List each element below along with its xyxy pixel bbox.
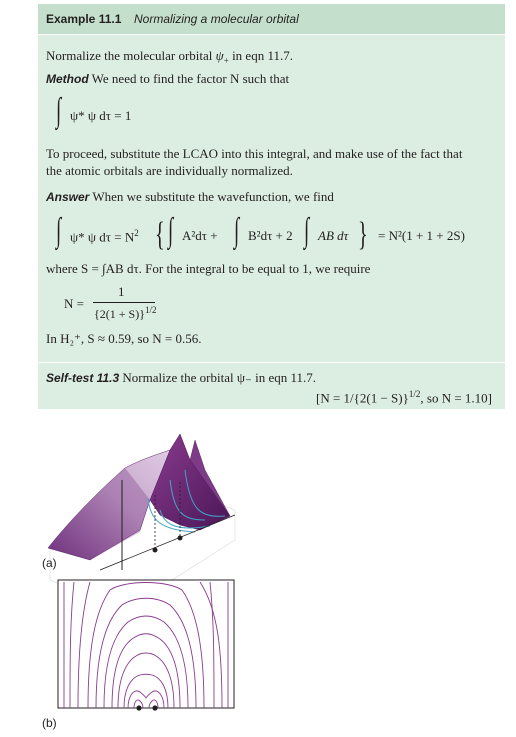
selftest-answer: [$N = 1/\{2(1 - S)\}^{1/2}$, so N = 1.10] — [316, 389, 492, 406]
paragraph-line-1: To proceed, substitute the LCAO into this integral, and make use of the fact that — [46, 146, 463, 161]
answer-line — [46, 188, 334, 206]
label-a: (a) — [42, 556, 57, 570]
left-brace: { — [155, 216, 165, 253]
paragraph-line-2: the atomic orbitals are individually normalized. — [46, 163, 293, 178]
eq3-numerator: 1 — [118, 284, 125, 299]
method-label: Method — [46, 72, 89, 86]
eq2-term-b: B²dτ + 2 — [248, 228, 293, 243]
eq2-rhs: = N²(1 + 1 + 2S) — [378, 228, 465, 243]
eq3-lhs: N = — [64, 296, 84, 311]
eq1-body: ψ* ψ dτ = 1 — [70, 108, 132, 123]
contour-plot — [58, 580, 234, 711]
eq3-denominator: $\{2(1 + S)\}^{1/2}$ — [94, 305, 157, 321]
eq2-term-c: AB dτ — [318, 228, 349, 243]
method-text: We need to find the factor N such that — [91, 71, 290, 86]
intro-line: Normalize the molecular orbital $\psi_+$ in eqn 11.7. — [46, 48, 293, 66]
method-line — [46, 70, 289, 88]
where-line: where S = ∫AB dτ. For the integral to be equal to 1, we require — [46, 261, 371, 276]
example-header — [38, 4, 505, 35]
example-label: Example 11.1 — [46, 12, 122, 26]
label-b: (b) — [42, 716, 57, 730]
figure — [30, 420, 270, 735]
selftest-text: Normalize the orbital ψ₋ in eqn 11.7. — [122, 370, 316, 385]
divider — [38, 362, 505, 363]
answer-label: Answer — [46, 190, 90, 204]
selftest-label: Self-test 11.3 — [46, 371, 120, 385]
example-title: Normalizing a molecular orbital — [134, 12, 299, 26]
example-box: Example 11.1 Normalizing a molecular orbital Normalize the molecular orbital $\psi_+$ in eqn 11.7. Method We need to find the factor N such that ∫ ψ* ψ dτ = 1 To proceed, substitute the LCAO into this integral, and make use of the fact that the atomic orbitals are individually normalized. Answer When we substitute the wavefunction, we find ∫ ψ* ψ $d\tau = N^2$ { ∫ A²dτ + ∫ B²dτ + 2 ∫ AB dτ } = N²(1 + 1 + 2S) where S = ∫AB dτ. For the integral to be equal to 1, we require N = 1 $\{2(1 + S)\}^{1/2}$ In H₂⁺, S ≈ 0.59, so N = 0.56. Self-test 11.3 Normalize the orbital ψ₋ in eqn 11.7. [$N = 1/\{2(1 - S)\}^{1/2}$, so N = 1.10] — [38, 4, 505, 409]
answer-text: When we substitute the wavefunction, we find — [92, 189, 334, 204]
integral-sign: ∫ — [56, 92, 62, 129]
result-line: In H₂⁺, S ≈ 0.59, so N = 0.56. — [46, 331, 202, 346]
selftest-line — [46, 369, 316, 387]
fraction-bar — [93, 302, 155, 303]
right-brace: } — [358, 216, 368, 253]
eq2-term-a: A²dτ + — [182, 228, 218, 243]
figure-svg — [30, 420, 270, 730]
eq2-lhs: ψ* ψ $d\tau = N^2$ — [70, 228, 139, 245]
